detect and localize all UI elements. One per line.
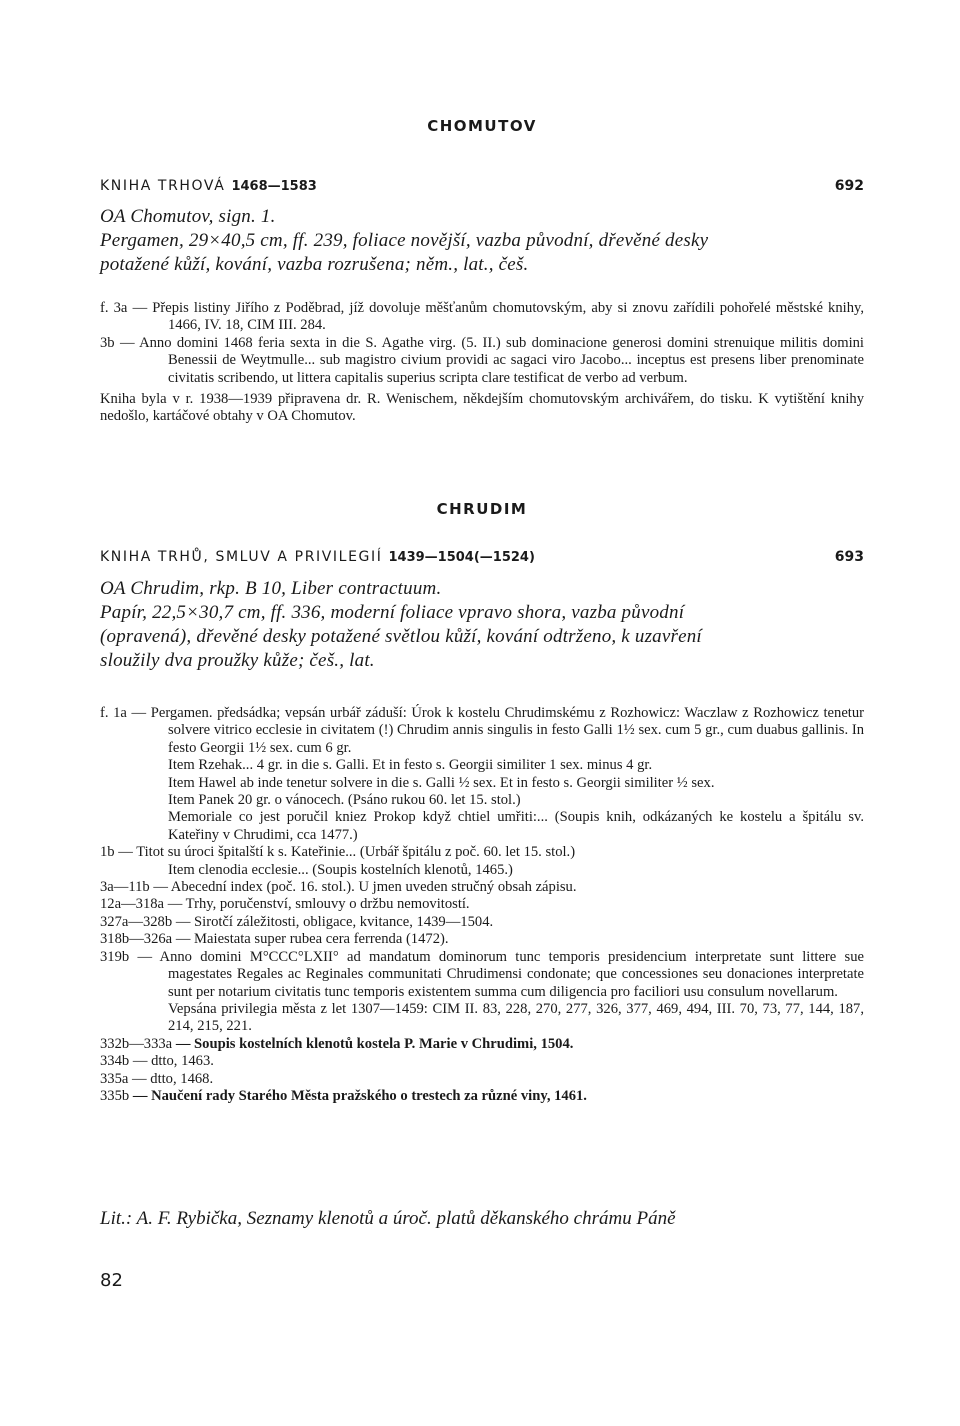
entry-text: — Anno domini 1468 feria sexta in die S. Agathe virg. (5. II.) sub dominacione generosi domini strenuique militis domini Benessii de Weytmulle... sub magistro civium providi ac sagaci viro Jacobo... inceptus est presens liber prenominate civitatis scribendo, ut littera capitalis superius scripta clare testificat de verbo ad verbum. — [119, 334, 864, 386]
book-meta-693 — [100, 577, 864, 673]
entry — [100, 879, 864, 896]
town-heading-chomutov: CHOMUTOV — [427, 117, 537, 135]
entry — [100, 931, 864, 948]
book-years: 1468—1583 — [231, 179, 317, 194]
entry-label: 327a—328b — [100, 913, 173, 930]
entry-text: — Anno domini M°CCC°LXII° ad mandatum dominorum tunc temporis presidencium interpretate sunt littere sue magestates Regales ac Reginales communitati Chrudimensi condonate; que concessiones seu donaciones interpretate sunt per notarium civitatis tunc temporis existentem summa cum diligencia pro faciliori usu consulum novellarum. — [137, 948, 864, 1000]
meta-line: OA Chomutov, sign. 1. — [100, 206, 276, 227]
book-heading-692 — [100, 178, 864, 194]
entry-label: 12a—318a — [100, 896, 165, 913]
entry-text: — Naučení rady Starého Města pražského o trestech za různé viny, 1461. — [132, 1087, 587, 1104]
entry-text: — Pergamen. předsádka; vepsán urbář záduší: Úrok k kostelu Chrudimskému z Rozhowicz: Waczlaw z Rozhowicz tenetur solvere vitrico ecclesie in civitatem (!) Chrudim annis singulis in festo Galli 1½ sex. cum 5 gr., cum duabus gallinis. In festo Georgii 1½ sex. cum 6 gr. — [131, 705, 865, 756]
entries-693 — [100, 705, 864, 1105]
entry-label: f. 3a — [100, 300, 128, 316]
entry — [100, 914, 864, 931]
book-years: 1439—1504(—1524) — [388, 550, 535, 565]
entry-text: — Sirotčí záležitosti, obligace, kvitance, 1439—1504. — [175, 913, 494, 930]
meta-line: Pergamen, 29×40,5 cm, ff. 239, foliace novější, vazba původní, dřevěné desky — [100, 230, 709, 251]
book-title: KNIHA TRHOVÁ — [100, 178, 226, 194]
entry-label: 332b—333a — [100, 1035, 173, 1052]
meta-line: potažené kůží, kování, vazba rozrušena; něm., lat., češ. — [100, 254, 529, 275]
book-number: 692 — [834, 178, 864, 194]
entry: Item Rzehak... 4 gr. in die s. Galli. Et in festo s. Georgii similiter 1 sex. minus 4 gr. — [168, 757, 653, 774]
entry-label: 3b — [100, 334, 115, 351]
meta-line: OA Chrudim, rkp. B 10, Liber contractuum. — [100, 578, 442, 599]
entry-text: — Titot su úroci špitalští k s. Kateřinie... (Urbář špitálu z poč. 60. let 15. stol.) — [118, 844, 576, 861]
entry-label: 3a—11b — [100, 879, 150, 896]
entry-text: — Maiestata super rubea cera ferrenda (1472). — [175, 931, 449, 948]
entry: Item Panek 20 gr. o vánocech. (Psáno rukou 60. let 15. stol.) — [168, 792, 521, 809]
entry — [100, 844, 864, 861]
entry-text: — dtto, 1468. — [132, 1070, 214, 1087]
entry-label: 319b — [100, 948, 130, 965]
entry-text: — Trhy, poručenství, smlouvy o držbu nemovitostí. — [167, 896, 470, 913]
entry — [100, 300, 864, 335]
entry — [100, 896, 864, 913]
entry — [100, 335, 864, 387]
entry-text: — Přepis listiny Jiřího z Poděbrad, jíž dovoluje měšťanům chomutovským, aby si znovu zařídili pohořelé městské knihy, 1466, IV. 18, CIM III. 284. — [132, 300, 864, 334]
book-title: KNIHA TRHŮ, SMLUV A PRIVILEGIÍ — [100, 549, 383, 565]
entries-692 — [100, 300, 864, 426]
book-heading-693 — [100, 549, 864, 565]
literature-line: Lit.: A. F. Rybička, Seznamy klenotů a úroč. platů děkanského chrámu Páně — [100, 1208, 676, 1229]
book-meta-692 — [100, 205, 864, 277]
entry-label: 1b — [100, 844, 115, 861]
entry-text: — Abecední index (poč. 16. stol.). U jmen uveden stručný obsah zápisu. — [153, 879, 577, 896]
entry: Memoriale co jest poručil kniez Prokop když chtiel umřiti:... (Soupis knih, odkázaných ke kostelu a špitálu sv. Kateřiny v Chrudimi, cca 1477.) — [168, 809, 864, 843]
entry-label: 318b—326a — [100, 931, 173, 948]
meta-line: Papír, 22,5×30,7 cm, ff. 336, moderní foliace vpravo shora, vazba původní — [100, 602, 685, 623]
town-heading-chrudim: CHRUDIM — [436, 500, 528, 518]
note: Kniha byla v r. 1938—1939 připravena dr. R. Wenischem, někdejším chomutovským archivářem, do tisku. K vytištění knihy nedošlo, kartáčové obtahy v OA Chomutov. — [100, 391, 864, 425]
entry — [100, 1071, 864, 1088]
meta-line: (opravená), dřevěné desky potažené světlou kůží, kování odtrženo, k uzavření — [100, 626, 702, 647]
entry: Item Hawel ab inde tenetur solvere in die s. Galli ½ sex. Et in festo s. Georgii similiter ½ sex. — [168, 774, 715, 791]
entry: Item clenodia ecclesie... (Soupis kostelních klenotů, 1465.) — [168, 861, 513, 878]
entry-label: 334b — [100, 1053, 130, 1070]
entry-label: 335a — [100, 1070, 129, 1087]
entry — [100, 705, 864, 757]
entry-label: 335b — [100, 1087, 130, 1104]
page-number: 82 — [100, 1270, 123, 1291]
entry-text: — dtto, 1463. — [132, 1053, 214, 1070]
entry — [100, 1036, 864, 1053]
entry: Vepsána privilegia města z let 1307—1459: CIM II. 83, 228, 270, 277, 326, 377, 469, 494, III. 70, 73, 77, 144, 187, 214, 215, 221. — [168, 1000, 864, 1035]
entry — [100, 1088, 864, 1105]
entry — [100, 949, 864, 1001]
book-number: 693 — [834, 549, 864, 565]
meta-line: sloužily dva proužky kůže; češ., lat. — [100, 650, 375, 671]
entry-text: — Soupis kostelních klenotů kostela P. Marie v Chrudimi, 1504. — [175, 1035, 574, 1052]
entry — [100, 1053, 864, 1070]
entry-label: f. 1a — [100, 705, 127, 721]
